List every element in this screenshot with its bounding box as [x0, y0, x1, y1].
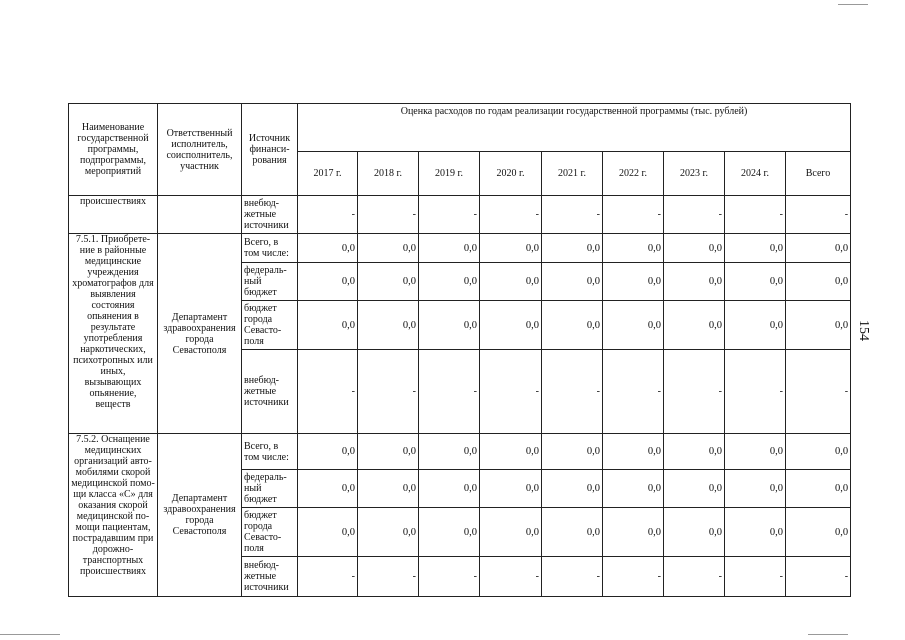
value-cell: 0,0 [786, 234, 851, 263]
value-cell: - [298, 350, 358, 434]
value-cell: - [480, 350, 542, 434]
header-executor-column: Ответственный исполнитель, соисполнитель, участник [158, 104, 242, 196]
header-year-0: 2017 г. [298, 152, 358, 196]
funding-source-cell: Всего, в том числе: [242, 434, 298, 470]
continuation-executor-cell [158, 196, 242, 234]
header-year-2: 2019 г. [419, 152, 480, 196]
table-row [69, 234, 851, 263]
header-name-column: Наименование государственной программы, подпрограммы, мероприятий [69, 104, 158, 196]
value-cell: 0,0 [298, 508, 358, 557]
value-cell: - [419, 557, 480, 597]
value-cell: 0,0 [298, 434, 358, 470]
value-cell: - [603, 196, 664, 234]
value-cell: - [358, 350, 419, 434]
value-cell: 0,0 [786, 470, 851, 508]
value-cell: 0,0 [480, 508, 542, 557]
scan-edge-mark [808, 634, 848, 635]
continuation-source-cell: внебюд-жетные источники [242, 196, 298, 234]
value-cell: - [786, 557, 851, 597]
value-cell: 0,0 [603, 263, 664, 301]
value-cell: 0,0 [786, 301, 851, 350]
funding-source-cell: бюджет города Севасто-поля [242, 301, 298, 350]
measure-executor-cell: Департамент здравоохранения города Севастополя [158, 434, 242, 597]
header-year-6: 2023 г. [664, 152, 725, 196]
value-cell: - [725, 557, 786, 597]
funding-source-cell: федераль-ный бюджет [242, 263, 298, 301]
value-cell: - [298, 196, 358, 234]
value-cell: 0,0 [358, 301, 419, 350]
value-cell: 0,0 [786, 263, 851, 301]
value-cell: 0,0 [358, 234, 419, 263]
measure-name-cell: 7.5.1. Приобрете-ние в районные медицинские учреждения хроматографов для выявления состояния опьянения в результате употребления наркотических, психотропных или иных, вызывающих опьянение, веществ [69, 234, 158, 434]
value-cell: - [419, 350, 480, 434]
page-number: 154 [856, 320, 871, 341]
value-cell: 0,0 [603, 508, 664, 557]
value-cell: 0,0 [358, 470, 419, 508]
value-cell: - [725, 350, 786, 434]
value-cell: 0,0 [542, 508, 603, 557]
funding-source-cell: федераль-ный бюджет [242, 470, 298, 508]
header-year-1: 2018 г. [358, 152, 419, 196]
value-cell: 0,0 [419, 301, 480, 350]
value-cell: 0,0 [664, 234, 725, 263]
continuation-name-cell: происшествиях [69, 196, 158, 234]
value-cell: 0,0 [358, 508, 419, 557]
value-cell: 0,0 [786, 508, 851, 557]
value-cell: - [480, 557, 542, 597]
value-cell: - [664, 557, 725, 597]
value-cell: - [542, 557, 603, 597]
value-cell: 0,0 [298, 301, 358, 350]
value-cell: 0,0 [480, 263, 542, 301]
value-cell: 0,0 [480, 234, 542, 263]
value-cell: 0,0 [664, 434, 725, 470]
value-cell: - [480, 196, 542, 234]
value-cell: - [358, 196, 419, 234]
value-cell: 0,0 [419, 434, 480, 470]
value-cell: 0,0 [419, 508, 480, 557]
value-cell: 0,0 [480, 470, 542, 508]
scan-edge-mark [838, 4, 868, 5]
value-cell: 0,0 [419, 470, 480, 508]
value-cell: 0,0 [603, 470, 664, 508]
table-header [69, 104, 851, 196]
value-cell: 0,0 [603, 301, 664, 350]
table-row [69, 196, 851, 234]
value-cell: 0,0 [480, 434, 542, 470]
value-cell: 0,0 [664, 301, 725, 350]
value-cell: 0,0 [480, 301, 542, 350]
value-cell: - [358, 557, 419, 597]
value-cell: 0,0 [298, 470, 358, 508]
value-cell: 0,0 [725, 234, 786, 263]
value-cell: - [298, 557, 358, 597]
value-cell: - [664, 196, 725, 234]
value-cell: 0,0 [725, 434, 786, 470]
value-cell: 0,0 [664, 508, 725, 557]
funding-source-cell: бюджет города Севасто-поля [242, 508, 298, 557]
value-cell: - [786, 350, 851, 434]
value-cell: 0,0 [725, 508, 786, 557]
scan-edge-mark [0, 634, 60, 635]
value-cell: 0,0 [664, 470, 725, 508]
value-cell: - [542, 350, 603, 434]
header-year-4: 2021 г. [542, 152, 603, 196]
value-cell: 0,0 [542, 470, 603, 508]
value-cell: - [664, 350, 725, 434]
budget-table [68, 103, 851, 597]
value-cell: 0,0 [542, 263, 603, 301]
value-cell: - [786, 196, 851, 234]
value-cell: 0,0 [358, 434, 419, 470]
value-cell: 0,0 [603, 234, 664, 263]
value-cell: 0,0 [298, 234, 358, 263]
header-year-3: 2020 г. [480, 152, 542, 196]
header-year-5: 2022 г. [603, 152, 664, 196]
header-source-column: Источник финанси-рования [242, 104, 298, 196]
value-cell: - [603, 350, 664, 434]
value-cell: 0,0 [725, 263, 786, 301]
value-cell: - [542, 196, 603, 234]
value-cell: 0,0 [542, 301, 603, 350]
value-cell: 0,0 [603, 434, 664, 470]
measure-executor-cell: Департамент здравоохранения города Севастополя [158, 234, 242, 434]
measure-name-cell: 7.5.2. Оснащение медицинских организаций авто-мобилями скорой медицинской помо-щи класса «С» для оказания скорой медицинской по-мощи пациентам, пострадавшим при дорожно-транспортных происшествиях [69, 434, 158, 597]
header-year-8: Всего [786, 152, 851, 196]
funding-source-cell: внебюд-жетные источники [242, 350, 298, 434]
value-cell: - [725, 196, 786, 234]
value-cell: - [603, 557, 664, 597]
table-row [69, 434, 851, 470]
funding-source-cell: Всего, в том числе: [242, 234, 298, 263]
value-cell: 0,0 [358, 263, 419, 301]
value-cell: - [419, 196, 480, 234]
value-cell: 0,0 [786, 434, 851, 470]
value-cell: 0,0 [542, 434, 603, 470]
value-cell: 0,0 [542, 234, 603, 263]
value-cell: 0,0 [725, 301, 786, 350]
value-cell: 0,0 [664, 263, 725, 301]
value-cell: 0,0 [419, 234, 480, 263]
funding-source-cell: внебюд-жетные источники [242, 557, 298, 597]
value-cell: 0,0 [725, 470, 786, 508]
value-cell: 0,0 [419, 263, 480, 301]
value-cell: 0,0 [298, 263, 358, 301]
header-expense-caption: Оценка расходов по годам реализации государственной программы (тыс. рублей) [298, 104, 851, 152]
table-body [69, 196, 851, 597]
header-year-7: 2024 г. [725, 152, 786, 196]
